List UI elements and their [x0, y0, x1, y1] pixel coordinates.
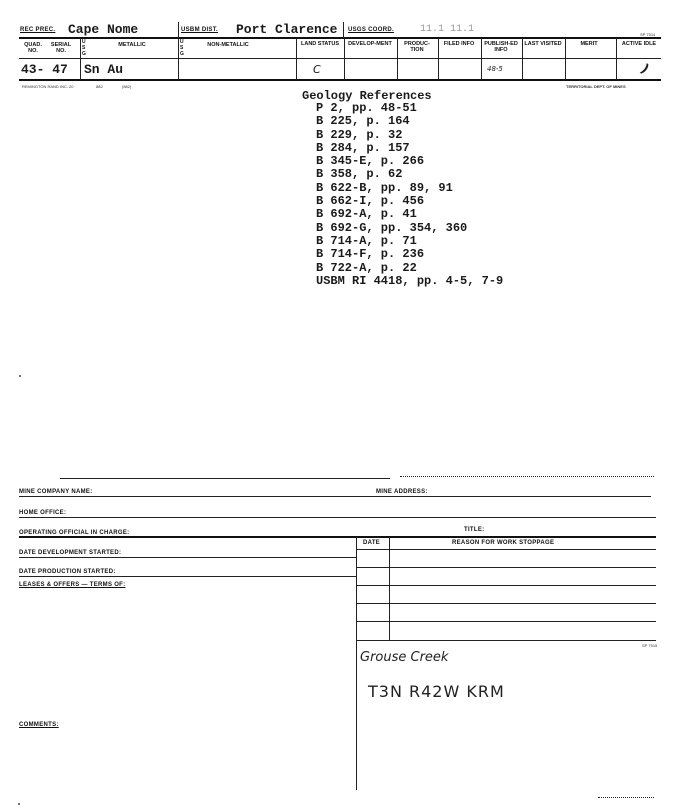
form-number-bottom: SP 7515 — [642, 643, 658, 648]
table-vline — [389, 537, 390, 640]
col-sep — [296, 38, 297, 80]
mine-company-label: MINE COMPANY NAME: — [19, 489, 93, 495]
usg-metallic: U S G — [82, 39, 86, 57]
speck — [19, 375, 21, 377]
line — [19, 576, 356, 577]
metallic-value: Sn Au — [84, 62, 124, 77]
col-sep — [397, 38, 398, 80]
date-development-label: DATE DEVELOPMENT STARTED: — [19, 550, 122, 556]
usgs-coord-label: USGS COORD. — [348, 27, 394, 33]
date-col-label: DATE — [363, 540, 381, 546]
geology-ref-item: B 692-G, pp. 354, 360 — [316, 220, 468, 235]
line — [356, 585, 656, 586]
col-sep — [178, 38, 179, 80]
usg-nonmetallic: U S G — [180, 39, 184, 57]
col-land-status: LAND STATUS — [301, 41, 339, 47]
line — [19, 517, 656, 518]
col-filed-info: FILED INFO — [443, 41, 475, 47]
col-sep — [522, 38, 523, 80]
rec-prec-label: REC PREC. — [20, 27, 56, 33]
header-sep — [343, 22, 344, 38]
land-status-value: C — [313, 63, 321, 76]
geology-ref-item: B 722-A, p. 22 — [316, 260, 417, 275]
col-nonmetallic: NON-METALLIC — [207, 42, 249, 48]
col-sep — [80, 38, 81, 80]
quad-serial-value: 43- 47 — [21, 62, 68, 77]
geology-ref-list — [316, 102, 503, 288]
col-quad: QUAD. NO. — [24, 42, 42, 54]
published-info-value: 48-5 — [487, 65, 503, 73]
geology-ref-item: B 358, p. 62 — [316, 167, 403, 182]
col-merit: MERIT — [580, 41, 598, 47]
geology-ref-item: B 345-E, p. 266 — [316, 154, 425, 169]
col-sep — [438, 38, 439, 80]
geology-title: Geology References — [302, 89, 432, 103]
rec-prec-value: Cape Nome — [68, 22, 139, 37]
line — [356, 567, 656, 568]
col-sep — [616, 38, 617, 80]
line — [356, 549, 656, 550]
col-last-visited: LAST VISITED — [524, 41, 562, 47]
line — [19, 536, 656, 538]
geology-ref-item: P 2, pp. 48-51 — [316, 101, 417, 115]
geology-ref-item: B 229, p. 32 — [316, 127, 403, 142]
line — [356, 603, 656, 604]
line — [356, 640, 656, 641]
comments-label: COMMENTS: — [19, 722, 59, 728]
geology-ref-item: B 284, p. 157 — [316, 140, 410, 155]
usgs-coord-value: 11.1 11.1 — [420, 24, 475, 35]
table-vline — [356, 537, 357, 790]
title-label: TITLE: — [464, 527, 485, 533]
col-sep — [344, 38, 345, 80]
card-edge — [598, 797, 654, 798]
usbm-dist-value: Port Clarence — [236, 22, 338, 37]
col-active-idle: ACTIVE IDLE — [621, 41, 657, 47]
code-882-paren: (882) — [122, 84, 132, 89]
home-office-label: HOME OFFICE: — [19, 510, 67, 516]
speck — [18, 803, 20, 805]
col-published-info: PUBLISH-ED INFO — [484, 41, 518, 53]
card-edge — [400, 476, 654, 477]
geology-ref-item: B 225, p. 164 — [316, 114, 410, 129]
line — [356, 621, 656, 622]
geology-ref-item: B 714-F, p. 236 — [316, 247, 425, 262]
operating-official-label: OPERATING OFFICIAL IN CHARGE: — [19, 530, 130, 536]
col-sep — [481, 38, 482, 80]
geology-ref-item: B 692-A, p. 41 — [316, 207, 417, 222]
territorial-dept: TERRITORIAL DEPT. OF MINES — [566, 84, 626, 89]
form-number-top: SP 7514 — [640, 32, 656, 37]
header-sep — [178, 22, 179, 38]
leases-label: LEASES & OFFERS — TERMS OF: — [19, 582, 126, 588]
reason-col-label: REASON FOR WORK STOPPAGE — [452, 540, 555, 546]
handwritten-location: T3N R42W KRM — [368, 682, 505, 701]
active-idle-value: ) — [639, 61, 651, 78]
usbm-dist-label: USBM DIST. — [181, 27, 219, 33]
col-development: DEVELOP-MENT — [348, 41, 392, 47]
col-sep — [565, 38, 566, 80]
geology-ref-item: B 662-I, p. 456 — [316, 194, 425, 209]
card-edge — [60, 478, 390, 479]
geology-ref-item: B 622-B, pp. 89, 91 — [316, 180, 453, 195]
geology-ref-item: B 714-A, p. 71 — [316, 233, 417, 248]
col-serial: SERIAL NO. — [50, 42, 72, 54]
line — [19, 557, 356, 558]
line — [19, 496, 651, 497]
handwritten-creek: Grouse Creek — [360, 650, 449, 665]
col-metallic: METALLIC — [118, 42, 146, 48]
col-production: PRODUC-TION — [404, 41, 430, 53]
remington-note: REMINGTON RAND INC. 20 — [22, 84, 74, 89]
geology-ref-item: USBM RI 4418, pp. 4-5, 7-9 — [316, 273, 504, 288]
mine-address-label: MINE ADDRESS: — [376, 489, 428, 495]
date-production-label: DATE PRODUCTION STARTED: — [19, 569, 116, 575]
code-882: 882 — [96, 84, 103, 89]
